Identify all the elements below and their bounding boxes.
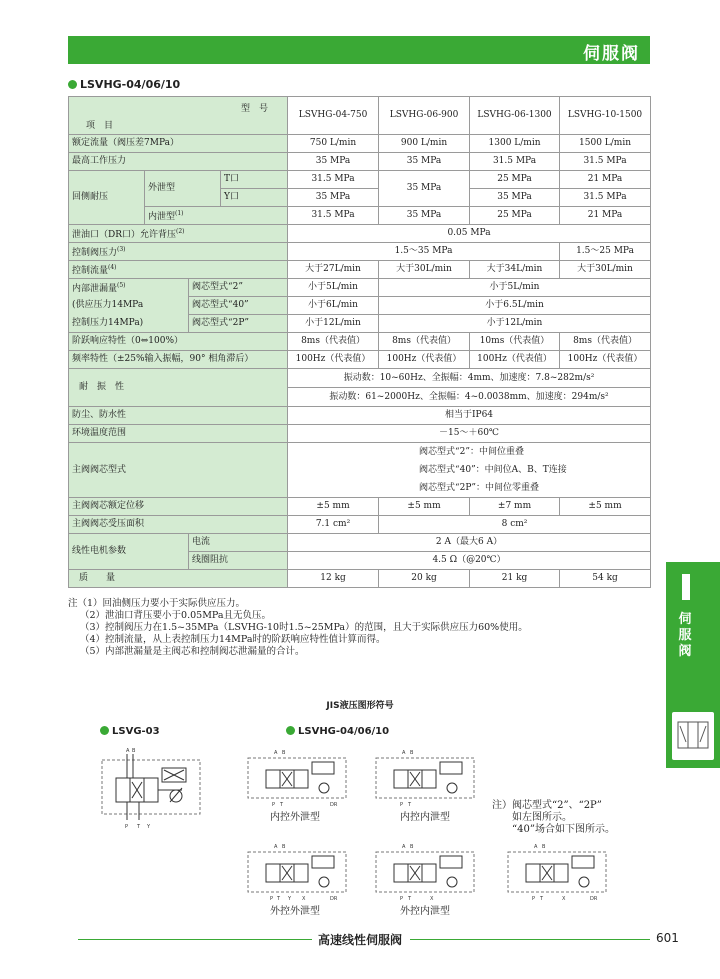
row-label — [69, 261, 288, 279]
bullet-dot-icon — [286, 726, 295, 735]
header-bar — [68, 36, 650, 64]
row-label: 环境温度范围 — [69, 425, 288, 443]
port-b-label: B — [282, 844, 286, 850]
cell: 31.5 MPa — [288, 207, 379, 225]
bullet-dot-icon — [100, 726, 109, 735]
bullet-dot-icon — [68, 80, 77, 89]
row-label: 主阀阀芯型式 — [69, 443, 288, 498]
cell: 35 MPa — [470, 189, 560, 207]
cell: 1300 L/min — [470, 135, 560, 153]
diagram-note — [492, 800, 615, 836]
cell: 4.5 Ω（@20℃） — [288, 552, 651, 570]
row-label: 最高工作压力 — [69, 153, 288, 171]
valve-thumbnail-icon — [672, 712, 714, 760]
cell: 8ms（代表值） — [560, 333, 651, 351]
cell: 8ms（代表值） — [288, 333, 379, 351]
table-header-row — [69, 97, 651, 135]
port-t-label: T — [408, 802, 412, 808]
cell: 31.5 MPa — [470, 153, 560, 171]
footer-title — [0, 931, 720, 948]
row-label: 回侧耐压 — [69, 171, 145, 225]
cell: ±5 mm — [379, 498, 470, 516]
row-label — [69, 279, 189, 297]
row-label: 控制压力14MPa) — [69, 315, 189, 333]
cell: 1.5～35 MPa — [288, 243, 560, 261]
jis-title: JIS液压图形符号 — [326, 701, 394, 711]
lsvg-label: LSVG-03 — [112, 726, 160, 737]
model-tag — [68, 78, 180, 91]
caption-external-external: 外控外泄型 — [270, 906, 320, 917]
lsvhg-section-label — [286, 726, 389, 737]
table-row — [69, 443, 651, 498]
cell: 25 MPa — [470, 207, 560, 225]
row-sublabel — [145, 207, 288, 225]
table-row — [69, 425, 651, 443]
page-number: 601 — [656, 931, 679, 945]
cell: 100Hz（代表值） — [470, 351, 560, 369]
cell: 21 MPa — [560, 171, 651, 189]
row-label: (供应压力14MPa — [69, 297, 189, 315]
port-t-label: T — [277, 896, 281, 902]
spool-line: 阀芯型式“40”：中间位A、B、T连接 — [419, 465, 567, 475]
cell: 750 L/min — [288, 135, 379, 153]
cell: 大于27L/min — [288, 261, 379, 279]
cell: 35 MPa — [288, 153, 379, 171]
header-model-4: LSVHG-10-1500 — [560, 97, 651, 135]
port-dr-label: DR — [330, 896, 338, 902]
cell: 35 MPa — [379, 153, 470, 171]
table-row — [69, 225, 651, 243]
spool-line: 阀芯型式“2P”：中间位零重叠 — [419, 483, 540, 493]
header-type-label: 型 号 — [241, 103, 269, 114]
port-a-label: A — [402, 844, 406, 850]
cell: 25 MPa — [470, 171, 560, 189]
cell: ±7 mm — [470, 498, 560, 516]
table-row — [69, 153, 651, 171]
symbol-spool-40-diagram — [504, 842, 614, 904]
port-t-label: T — [280, 802, 284, 808]
row-label — [69, 243, 288, 261]
table-row — [69, 351, 651, 369]
lsvhg-label: LSVHG-04/06/10 — [298, 726, 390, 737]
header-item-label: 项 目 — [86, 120, 114, 131]
note-line: “40”场合如下图所示。 — [512, 824, 615, 835]
port-p-label: P — [532, 896, 536, 902]
footnote: （2）泄油口背压要小于0.05MPa且无负压。 — [80, 610, 272, 621]
row-sublabel: 阀芯型式“40” — [189, 297, 288, 315]
cell: 2 A（最大6 A） — [288, 534, 651, 552]
cell: 振动数：10~60Hz、全振幅：4mm、加速度：7.8~282m/s² — [288, 369, 651, 388]
footnote: （5）内部泄漏量是主阀芯和控制阀芯泄漏量的合计。 — [80, 646, 305, 657]
label-text: 控制阀压力 — [72, 248, 118, 258]
footnote: 注（1）回油侧压力要小于实际供应压力。 — [68, 598, 246, 609]
cell: 100Hz（代表值） — [288, 351, 379, 369]
port-b-label: B — [282, 750, 286, 756]
cell: 900 L/min — [379, 135, 470, 153]
port-b-label: B — [132, 748, 136, 754]
port-t-label: T — [408, 896, 412, 902]
cell: 小于6L/min — [288, 297, 379, 315]
row-sublabel: 线圈阻抗 — [189, 552, 288, 570]
header-model-1: LSVHG-04-750 — [288, 97, 379, 135]
label-text: 内部泄漏量 — [72, 284, 118, 295]
table-row — [69, 243, 651, 261]
cell: 21 kg — [470, 570, 560, 588]
port-label: Y口 — [221, 189, 288, 207]
model-tag-label: LSVHG-04/06/10 — [80, 78, 181, 91]
header-title: 伺服阀 — [583, 44, 640, 64]
cell: 振动数：61~2000Hz、全振幅：4~0.0038mm、加速度：294m/s² — [288, 388, 651, 407]
cell: 8 cm² — [379, 516, 651, 534]
cell: 大于34L/min — [470, 261, 560, 279]
caption-internal-external: 内控外泄型 — [270, 812, 320, 823]
side-tab-char: 阀 — [678, 644, 692, 659]
cell: －15～＋60℃ — [288, 425, 651, 443]
caption-external-internal: 外控内泄型 — [400, 906, 450, 917]
lsvg-section-label — [100, 726, 160, 737]
cell: 35 MPa — [288, 189, 379, 207]
note-line: 注）阀芯型式“2”、“2P” — [492, 800, 602, 811]
row-label: 耐 振 性 — [69, 369, 288, 407]
spool-line: 阀芯型式“2”：中间位重叠 — [419, 447, 524, 457]
footnotes — [68, 598, 528, 658]
row-sublabel: 阀芯型式“2P” — [189, 315, 288, 333]
footnote: （4）控制流量，从上表控制压力14MPa时的阶跃响应特性值计算而得。 — [80, 634, 386, 645]
header-model-3: LSVHG-06-1300 — [470, 97, 560, 135]
row-sublabel: 外泄型 — [145, 171, 221, 207]
port-b-label: B — [410, 750, 414, 756]
valve-thumbnail-drawing — [672, 712, 714, 760]
symbol-external-internal-diagram — [372, 842, 482, 904]
symbol-internal-external-diagram — [244, 748, 354, 810]
cell: 31.5 MPa — [288, 171, 379, 189]
cell: 小于5L/min — [379, 279, 651, 297]
cell: 小于12L/min — [379, 315, 651, 333]
cell: 35 MPa — [379, 207, 470, 225]
cell: 100Hz（代表值） — [560, 351, 651, 369]
port-a-label: A — [274, 844, 278, 850]
cell: ±5 mm — [288, 498, 379, 516]
row-label: 主阀阀芯额定位移 — [69, 498, 288, 516]
footer-title-text: 高速线性伺服阀 — [312, 933, 408, 947]
table-row — [69, 261, 651, 279]
note-ref: (4) — [108, 264, 117, 271]
header-model-2: LSVHG-06-900 — [379, 97, 470, 135]
table-row — [69, 407, 651, 425]
row-label — [69, 225, 288, 243]
note-ref: (3) — [117, 246, 126, 253]
port-x-label: X — [562, 896, 566, 902]
cell: 10ms（代表值） — [470, 333, 560, 351]
port-t-label: T — [540, 896, 544, 902]
sublabel-text: 内泄型 — [148, 212, 176, 222]
row-sublabel: 电流 — [189, 534, 288, 552]
header-corner-cell — [69, 97, 288, 135]
label-text: 控制流量 — [72, 266, 109, 276]
table-row — [69, 279, 651, 297]
cell: 100Hz（代表值） — [379, 351, 470, 369]
port-a-label: A — [126, 748, 130, 754]
row-label: 防尘、防水性 — [69, 407, 288, 425]
port-a-label: A — [534, 844, 538, 850]
table-row — [69, 207, 651, 225]
row-label: 线性电机参数 — [69, 534, 189, 570]
row-label: 质 量 — [69, 570, 288, 588]
footnote: （3）控制阀压力在1.5~35MPa（LSVHG-10时1.5~25MPa）的范围，且大于实际供应压力60%使用。 — [80, 622, 528, 633]
table-row — [69, 570, 651, 588]
port-p-label: P — [400, 802, 404, 808]
cell: 相当于IP64 — [288, 407, 651, 425]
table-row — [69, 315, 651, 333]
side-tab-label — [674, 612, 696, 660]
note-line: 如左图所示。 — [512, 812, 572, 823]
cell: 54 kg — [560, 570, 651, 588]
port-y-label: Y — [288, 896, 292, 902]
cell: 31.5 MPa — [560, 153, 651, 171]
port-y-label: Y — [147, 824, 151, 830]
cell: 1500 L/min — [560, 135, 651, 153]
table-row — [69, 498, 651, 516]
lsvg-symbol-diagram — [96, 740, 206, 830]
table-row — [69, 369, 651, 388]
port-b-label: B — [410, 844, 414, 850]
side-tab-char: 服 — [678, 628, 692, 643]
table-row — [69, 297, 651, 315]
caption-internal-internal: 内控内泄型 — [400, 812, 450, 823]
row-sublabel: 阀芯型式“2” — [189, 279, 288, 297]
cell: 1.5～25 MPa — [560, 243, 651, 261]
row-label: 主阀阀芯受压面积 — [69, 516, 288, 534]
table-row — [69, 333, 651, 351]
note-ref: (5) — [117, 282, 126, 290]
port-label: T口 — [221, 171, 288, 189]
port-x-label: X — [430, 896, 434, 902]
cell: 7.1 cm² — [288, 516, 379, 534]
cell: 0.05 MPa — [288, 225, 651, 243]
note-ref: (1) — [175, 210, 184, 217]
row-label: 频率特性（±25%输入振幅，90° 相角滞后） — [69, 351, 288, 369]
side-tab — [666, 562, 720, 768]
row-label: 阶跃响应特性（0⇔100%） — [69, 333, 288, 351]
port-p-label: P — [272, 802, 276, 808]
cell: 8ms（代表值） — [379, 333, 470, 351]
spec-table — [68, 96, 651, 588]
cell: 小于6.5L/min — [379, 297, 651, 315]
table-row — [69, 534, 651, 552]
side-tab-bar — [682, 574, 690, 600]
table-row — [69, 135, 651, 153]
port-p-label: P — [270, 896, 274, 902]
cell: 大于30L/min — [560, 261, 651, 279]
table-row — [69, 516, 651, 534]
port-a-label: A — [274, 750, 278, 756]
port-p-label: P — [400, 896, 404, 902]
label-text: 泄油口（DR口）允许背压 — [72, 230, 176, 240]
cell: 小于5L/min — [288, 279, 379, 297]
port-p-label: P — [125, 824, 129, 830]
row-label: 额定流量（阀压差7MPa） — [69, 135, 288, 153]
cell: 小于12L/min — [288, 315, 379, 333]
cell: 大于30L/min — [379, 261, 470, 279]
port-t-label: T — [137, 824, 141, 830]
spool-type-cell — [288, 443, 651, 498]
table-row — [69, 171, 651, 189]
port-dr-label: DR — [590, 896, 598, 902]
port-a-label: A — [402, 750, 406, 756]
port-b-label: B — [542, 844, 546, 850]
cell: 20 kg — [379, 570, 470, 588]
cell: 31.5 MPa — [560, 189, 651, 207]
note-ref: (2) — [176, 228, 185, 235]
cell: 12 kg — [288, 570, 379, 588]
symbol-external-external-diagram — [244, 842, 354, 904]
cell: 35 MPa — [379, 171, 470, 207]
port-x-label: X — [302, 896, 306, 902]
symbol-internal-internal-diagram — [372, 748, 482, 810]
port-dr-label: DR — [330, 802, 338, 808]
cell: ±5 mm — [560, 498, 651, 516]
cell: 21 MPa — [560, 207, 651, 225]
side-tab-char: 伺 — [678, 612, 692, 627]
